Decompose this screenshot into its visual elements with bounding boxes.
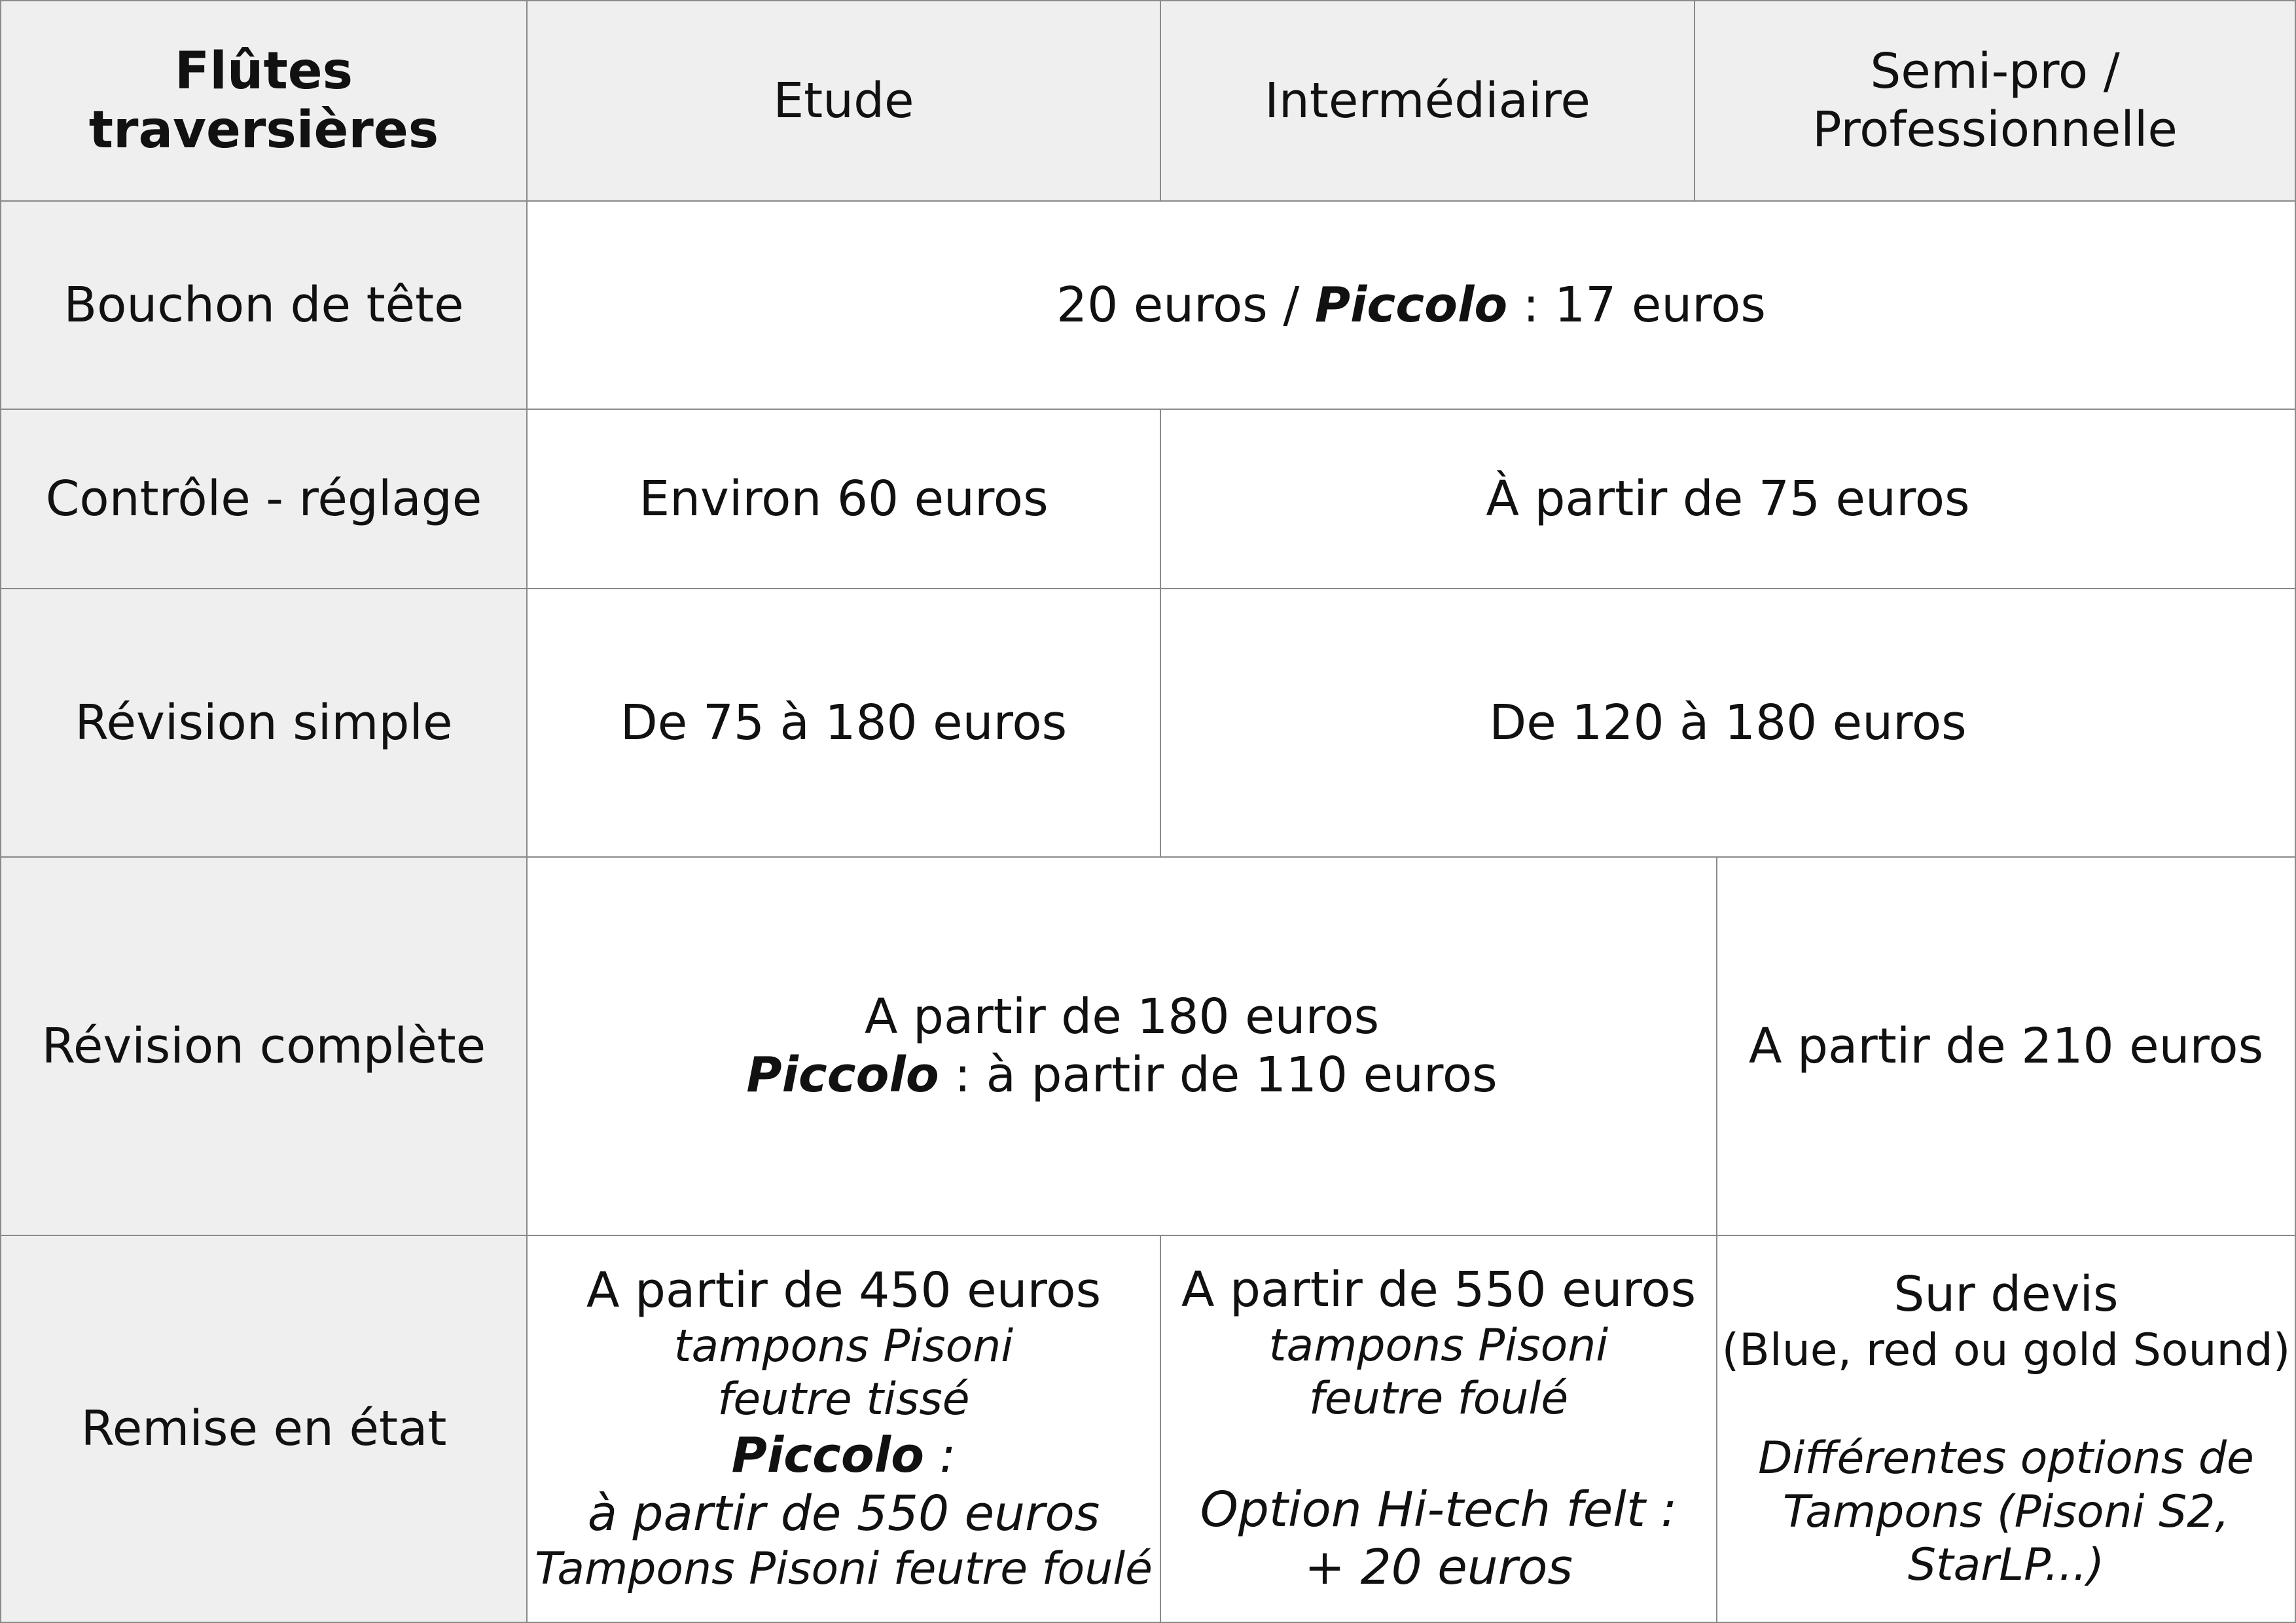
remise-etude-pads: tampons Pisoni xyxy=(673,1320,1014,1372)
header-pro xyxy=(1694,0,2296,202)
row-label-remise xyxy=(0,1235,528,1623)
remise-pro-options-2: Tampons (Pisoni S2, xyxy=(1782,1486,2230,1538)
remise-pro-quote: Sur devis xyxy=(1893,1266,2119,1322)
complete-pro-price: A partir de 210 euros xyxy=(1748,1017,2264,1074)
complete-piccolo xyxy=(746,1046,1497,1104)
complete-piccolo-label: Piccolo xyxy=(746,1047,939,1103)
controle-etude-cell xyxy=(526,409,1161,589)
bouchon-price-cell xyxy=(526,200,2296,410)
remise-inter-cell xyxy=(1160,1235,1717,1623)
bouchon-price-main: 20 euros / xyxy=(1056,276,1315,333)
row-label-controle xyxy=(0,409,528,589)
column-header-etude: Etude xyxy=(773,72,914,129)
row-label-text: Contrôle - réglage xyxy=(45,470,482,527)
row-label-complete xyxy=(0,856,528,1236)
column-header-pro-line1: Semi-pro / xyxy=(1870,43,2120,100)
remise-piccolo-pads: Tampons Pisoni feutre foulé xyxy=(534,1543,1153,1596)
remise-pro-cell xyxy=(1716,1235,2296,1623)
complete-etude-inter-cell xyxy=(526,856,1717,1236)
remise-pro-sound: (Blue, red ou gold Sound) xyxy=(1721,1324,2291,1376)
simple-other-price: De 120 à 180 euros xyxy=(1489,694,1967,751)
column-header-intermediaire: Intermédiaire xyxy=(1265,72,1590,129)
header-corner xyxy=(0,0,528,202)
remise-piccolo-colon: : xyxy=(924,1427,956,1484)
complete-pro-cell xyxy=(1716,856,2296,1236)
remise-inter-option: Option Hi-tech felt : xyxy=(1200,1481,1677,1538)
remise-pro-options-3: StarLP...) xyxy=(1907,1539,2105,1592)
simple-other-cell xyxy=(1160,588,2296,858)
row-label-bouchon xyxy=(0,200,528,410)
header-etude xyxy=(526,0,1161,202)
table-title: Flûtes traversières xyxy=(88,42,439,160)
row-label-text: Révision complète xyxy=(41,1017,486,1074)
remise-inter-pads: tampons Pisoni xyxy=(1268,1319,1609,1372)
bouchon-piccolo-label: Piccolo xyxy=(1314,276,1508,333)
simple-etude-price: De 75 à 180 euros xyxy=(620,694,1067,751)
controle-other-price: À partir de 75 euros xyxy=(1486,470,1970,527)
bouchon-piccolo-price: : 17 euros xyxy=(1507,276,1766,333)
remise-etude-price: A partir de 450 euros xyxy=(586,1262,1102,1319)
remise-pro-options: Différentes options de xyxy=(1758,1432,2254,1485)
complete-piccolo-price: : à partir de 110 euros xyxy=(939,1047,1498,1103)
bouchon-price xyxy=(1056,276,1766,335)
remise-piccolo-label: Piccolo xyxy=(731,1427,924,1484)
remise-etude-felt: feutre tissé xyxy=(717,1374,970,1426)
row-label-simple xyxy=(0,588,528,858)
remise-piccolo-price: à partir de 550 euros xyxy=(587,1485,1100,1542)
header-intermediaire xyxy=(1160,0,1695,202)
controle-other-cell xyxy=(1160,409,2296,589)
remise-etude-piccolo xyxy=(732,1427,956,1485)
remise-inter-option-price: + 20 euros xyxy=(1304,1539,1573,1596)
row-label-text: Remise en état xyxy=(81,1400,447,1457)
controle-etude-price: Environ 60 euros xyxy=(639,470,1049,527)
complete-price: A partir de 180 euros xyxy=(864,989,1380,1046)
simple-etude-cell xyxy=(526,588,1161,858)
row-label-text: Révision simple xyxy=(75,694,453,751)
row-label-text: Bouchon de tête xyxy=(63,276,464,333)
remise-etude-cell xyxy=(526,1235,1161,1623)
remise-inter-felt: feutre foulé xyxy=(1308,1373,1569,1425)
remise-inter-price: A partir de 550 euros xyxy=(1181,1261,1696,1318)
column-header-pro-line2: Professionnelle xyxy=(1812,101,2178,158)
